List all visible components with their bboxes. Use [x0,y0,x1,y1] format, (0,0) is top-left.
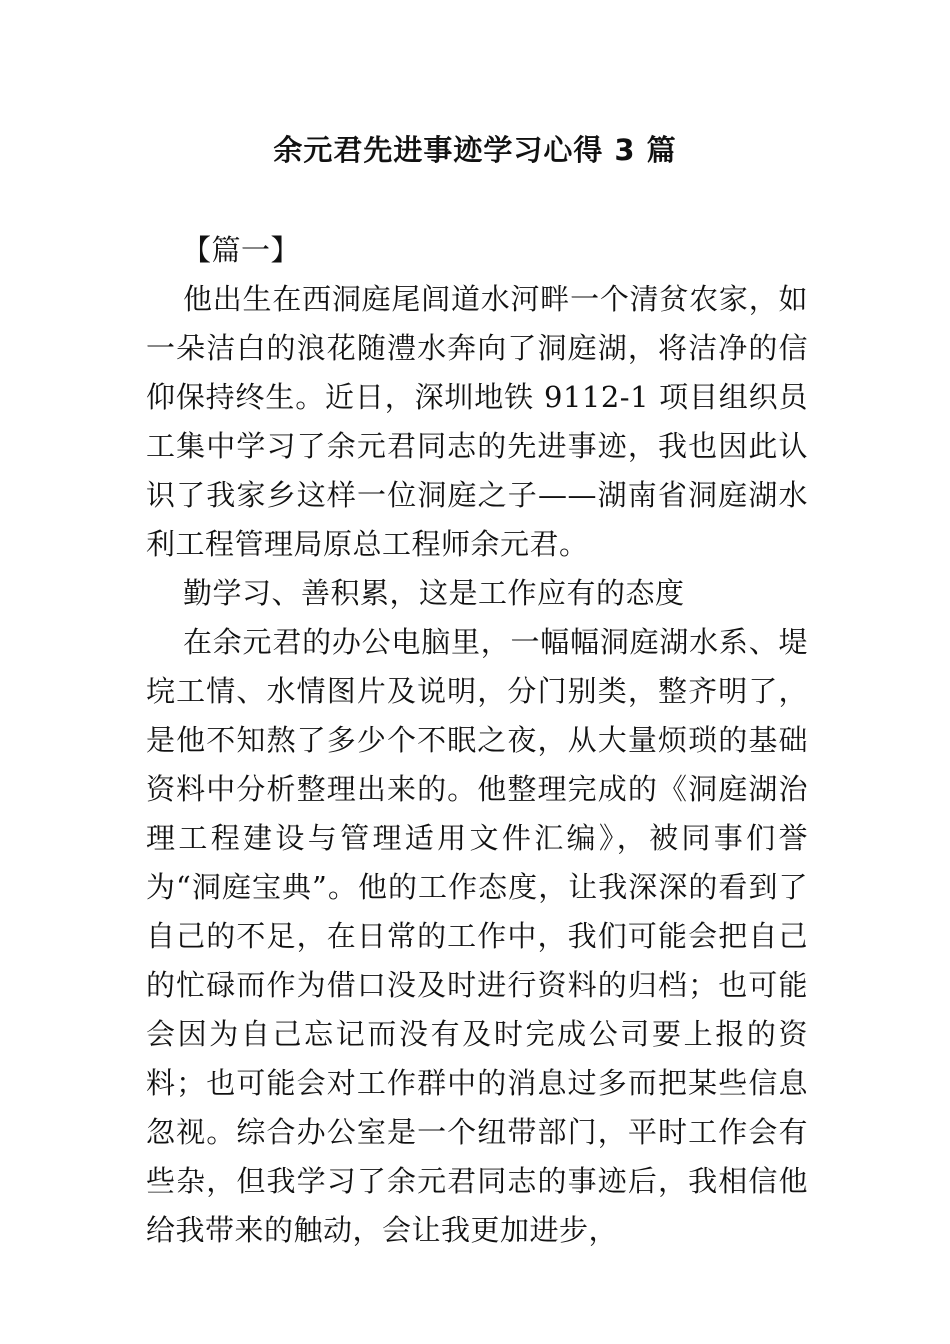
paragraph-main: 在余元君的办公电脑里，一幅幅洞庭湖水系、堤垸工情、水情图片及说明，分门别类，整齐明了，是他不知熬了多少个不眠之夜，从大量烦琐的基础资料中分析整理出来的。他整理完成的《洞庭湖治理工程建设与管理适用文件汇编》，被同事们誉为“洞庭宝典”。他的工作态度，让我深深的看到了自己的不足，在日常的工作中，我们可能会把自己的忙碌而作为借口没及时进行资料的归档；也可能会因为自己忘记而没有及时完成公司要上报的资料；也可能会对工作群中的消息过多而把某些信息忽视。综合办公室是一个纽带部门，平时工作会有些杂，但我学习了余元君同志的事迹后，我相信他给我带来的触动，会让我更加进步， [146,625,808,1247]
section-heading: 【篇一】 [182,233,301,267]
document-title: 余元君先进事迹学习心得 3 篇 [273,133,677,167]
document-body [146,226,808,1255]
paragraph-intro: 他出生在西洞庭尾闾道水河畔一个清贫农家，如一朵洁白的浪花随澧水奔向了洞庭湖，将洁净的信仰保持终生。近日，深圳地铁 9112-1 项目组织员工集中学习了余元君同志的先进事迹，我也因此认识了我家乡这样一位洞庭之子——湖南省洞庭湖水利工程管理局原总工程师余元君。 [146,282,808,561]
paragraph-subheading: 勤学习、善积累，这是工作应有的态度 [183,576,685,610]
